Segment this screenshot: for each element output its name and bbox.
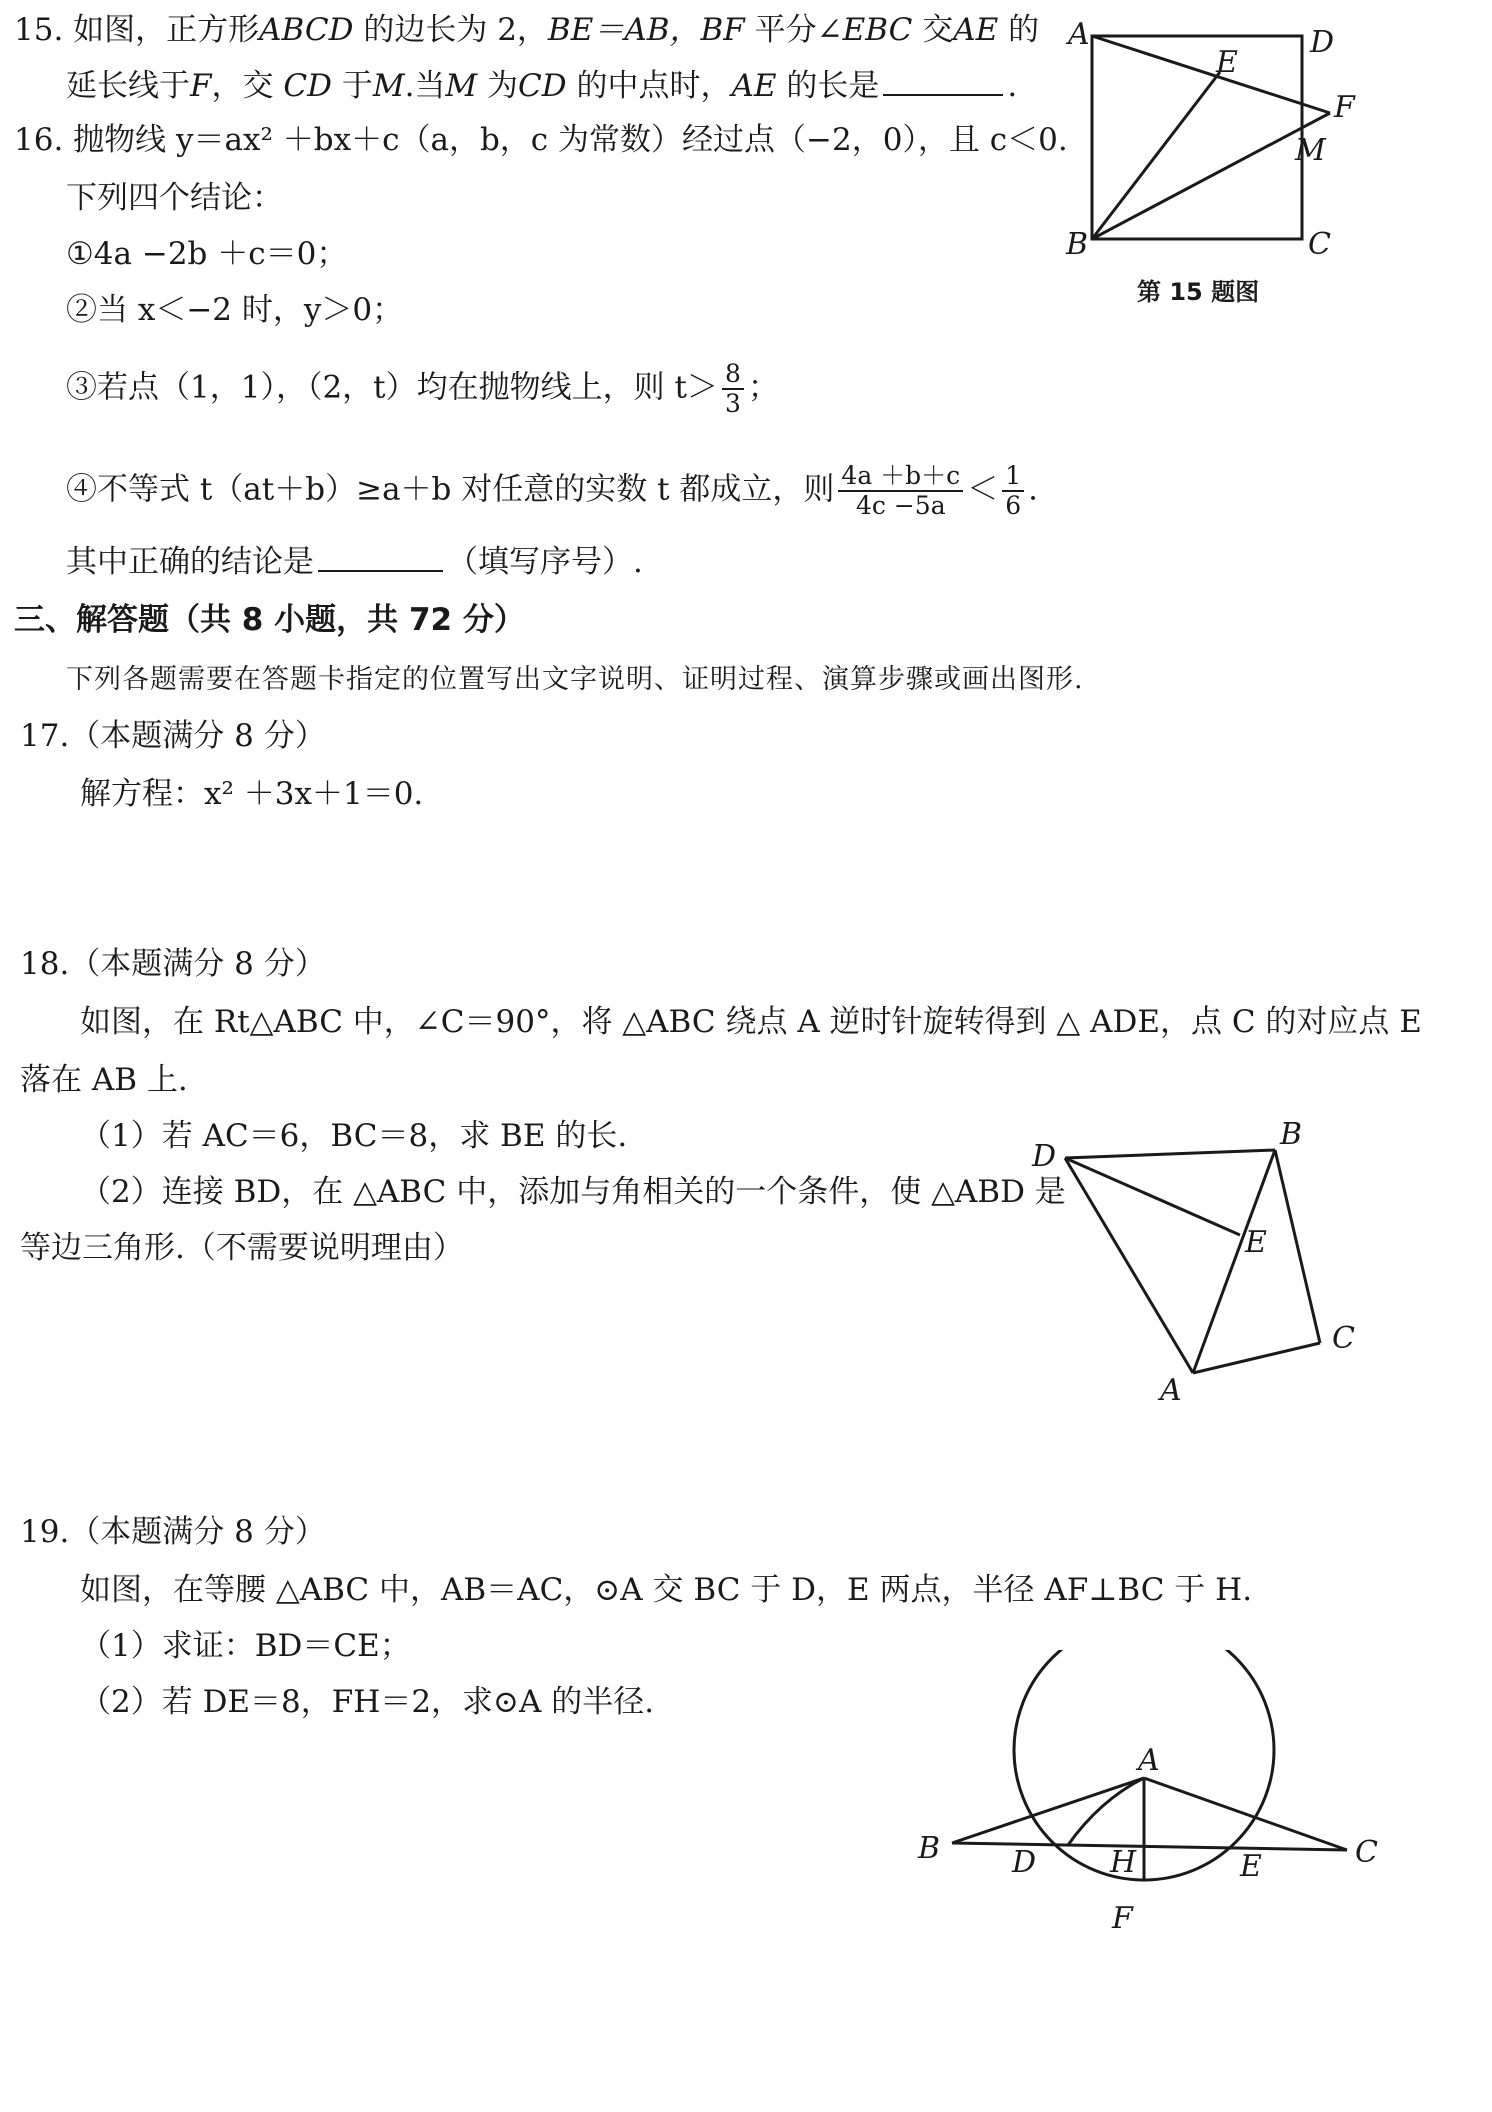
q15-label-b: B (1066, 227, 1089, 255)
q15-text: 于 (341, 68, 373, 104)
q16-conclusion-2: ②当 x＜−2 时，y＞0； (66, 292, 404, 328)
q19-segment-ac (1144, 1778, 1347, 1850)
q18-segment-da (1065, 1158, 1193, 1373)
q19-header: 19.（本题满分 8 分） (20, 1514, 326, 1550)
q16-c4-end: . (1028, 471, 1038, 508)
q15-math: BE＝AB，BF (547, 12, 745, 48)
q15-math: M (445, 68, 478, 104)
q16-c4-text: ④不等式 t（at＋b）≥a＋b 对任意的实数 t 都成立，则 (66, 471, 835, 508)
q19-part-1: （1）求证：BD＝CE； (80, 1628, 411, 1664)
q19-line-1: 如图，在等腰 △ABC 中，AB＝AC，⊙A 交 BC 于 D，E 两点，半径 AF⊥BC 于 H. (80, 1572, 1253, 1608)
q15-segment-bf (1092, 113, 1330, 239)
q15-text: 平分∠ (754, 12, 843, 48)
fraction-denominator: 6 (1005, 491, 1022, 520)
q16-conclusion-1: ①4a −2b ＋c＝0； (66, 236, 348, 272)
q15-figure (1050, 10, 1370, 255)
fraction-denominator: 4c −5a (855, 491, 946, 520)
q15-math: AE (731, 68, 777, 104)
q18-part-2b: 等边三角形.（不需要说明理由） (20, 1230, 464, 1266)
q15-text: 交 (922, 12, 954, 48)
q15-label-d: D (1310, 25, 1335, 60)
q16-c4-fraction-1 (838, 462, 963, 520)
q16-c3-text: ③若点（1，1），（2，t）均在抛物线上，则 t＞ (66, 369, 718, 406)
q15-math: EBC (842, 12, 913, 48)
q15-text: 的 (1008, 12, 1040, 48)
q16-answer-suffix: （填写序号）. (447, 544, 643, 580)
q15-answer-blank[interactable] (883, 94, 1003, 96)
q16-line-2: 下列四个结论： (66, 180, 283, 216)
q15-label-e: E (1216, 45, 1238, 80)
q19-label-e: E (1240, 1849, 1262, 1884)
q15-math: F (190, 68, 212, 104)
q16-c4-fraction-2 (1002, 462, 1024, 520)
q15-text: 延长线于 (66, 68, 190, 104)
q18-line-2: 落在 AB 上. (20, 1062, 188, 1098)
q18-segment-ac (1193, 1343, 1320, 1373)
q15-math: ABCD (259, 12, 354, 48)
q19-label-a: A (1138, 1743, 1160, 1778)
q19-label-h: H (1110, 1845, 1137, 1880)
q15-label-f: F (1334, 90, 1355, 125)
q15-text: . (1007, 68, 1018, 104)
q15-segment-ae (1092, 36, 1330, 113)
fraction-numerator: 1 (1002, 462, 1024, 492)
q18-segment-ab (1193, 1150, 1275, 1373)
q17-header: 17.（本题满分 8 分） (20, 718, 326, 754)
q15-text: 的中点时， (576, 68, 732, 104)
q15-square (1092, 36, 1302, 239)
section-3-title: 三、解答题（共 8 小题，共 72 分） (14, 602, 525, 638)
q19-segment-ad (1068, 1778, 1144, 1845)
q16-answer-line (66, 542, 643, 582)
q19-label-b: B (918, 1831, 941, 1866)
fraction-numerator: 4a ＋b＋c (838, 462, 963, 492)
q18-line-1: 如图，在 Rt△ABC 中，∠C＝90°，将 △ABC 绕点 A 逆时针旋转得到 △ ADE，点 C 的对应点 E (80, 1004, 1422, 1040)
q15-figure-caption: 第 15 题图 (1137, 278, 1260, 306)
q18-label-e: E (1245, 1225, 1267, 1260)
q18-header: 18.（本题满分 8 分） (20, 946, 326, 982)
q18-part-2a: （2）连接 BD，在 △ABC 中，添加与角相关的一个条件，使 △ABD 是 (80, 1174, 1066, 1210)
q19-part-2: （2）若 DE＝8，FH＝2，求⊙A 的半径. (80, 1684, 655, 1720)
fraction-numerator: 8 (722, 360, 744, 390)
q18-segment-de (1065, 1158, 1240, 1235)
q18-segment-db (1065, 1150, 1275, 1158)
q18-label-a: A (1160, 1373, 1182, 1408)
q16-answer-prompt: 其中正确的结论是 (66, 544, 314, 580)
q15-math: CD (283, 68, 332, 104)
q15-math: CD (518, 68, 567, 104)
q18-label-c: C (1332, 1321, 1355, 1356)
q15-line-2 (66, 66, 1017, 106)
q15-text: .当 (404, 68, 446, 104)
q15-line-1 (14, 10, 1039, 50)
q15-text: ，交 (211, 68, 274, 104)
q19-label-f: F (1112, 1901, 1133, 1936)
q18-segment-bc (1275, 1150, 1320, 1343)
q16-line-1: 16. 抛物线 y＝ax² ＋bx＋c（a，b，c 为常数）经过点（−2，0），且 c＜0. (14, 122, 1068, 158)
fraction-denominator: 3 (724, 389, 741, 418)
q15-text: 为 (487, 68, 519, 104)
q15-math: M (372, 68, 405, 104)
q15-math: AE (953, 12, 999, 48)
q19-label-d: D (1012, 1845, 1037, 1880)
q19-figure (900, 1650, 1380, 1950)
q15-text: 的长是 (786, 68, 880, 104)
q18-part-1: （1）若 AC＝6，BC＝8，求 BE 的长. (80, 1118, 628, 1154)
q19-segment-ab (952, 1778, 1144, 1843)
q18-label-b: B (1280, 1117, 1303, 1152)
q15-text: 15. 如图，正方形 (14, 12, 260, 48)
q16-c3-end: ； (747, 369, 779, 406)
q16-answer-blank[interactable] (318, 570, 443, 572)
q15-label-c: C (1308, 227, 1331, 255)
q16-conclusion-3 (66, 360, 779, 418)
q16-c3-fraction (722, 360, 744, 418)
q19-label-c: C (1355, 1835, 1378, 1870)
q16-conclusion-4 (66, 462, 1038, 520)
q15-label-m: M (1295, 133, 1326, 168)
q15-text: 的边长为 2， (363, 12, 548, 48)
q15-segment-be (1092, 72, 1220, 239)
q16-c4-lt: ＜ (967, 471, 999, 508)
q17-body: 解方程：x² ＋3x＋1＝0. (80, 776, 424, 812)
q18-figure (1020, 1110, 1370, 1410)
q15-label-a: A (1068, 17, 1090, 52)
section-3-instruction: 下列各题需要在答题卡指定的位置写出文字说明、证明过程、演算步骤或画出图形. (66, 664, 1084, 695)
q18-label-d: D (1032, 1139, 1057, 1174)
